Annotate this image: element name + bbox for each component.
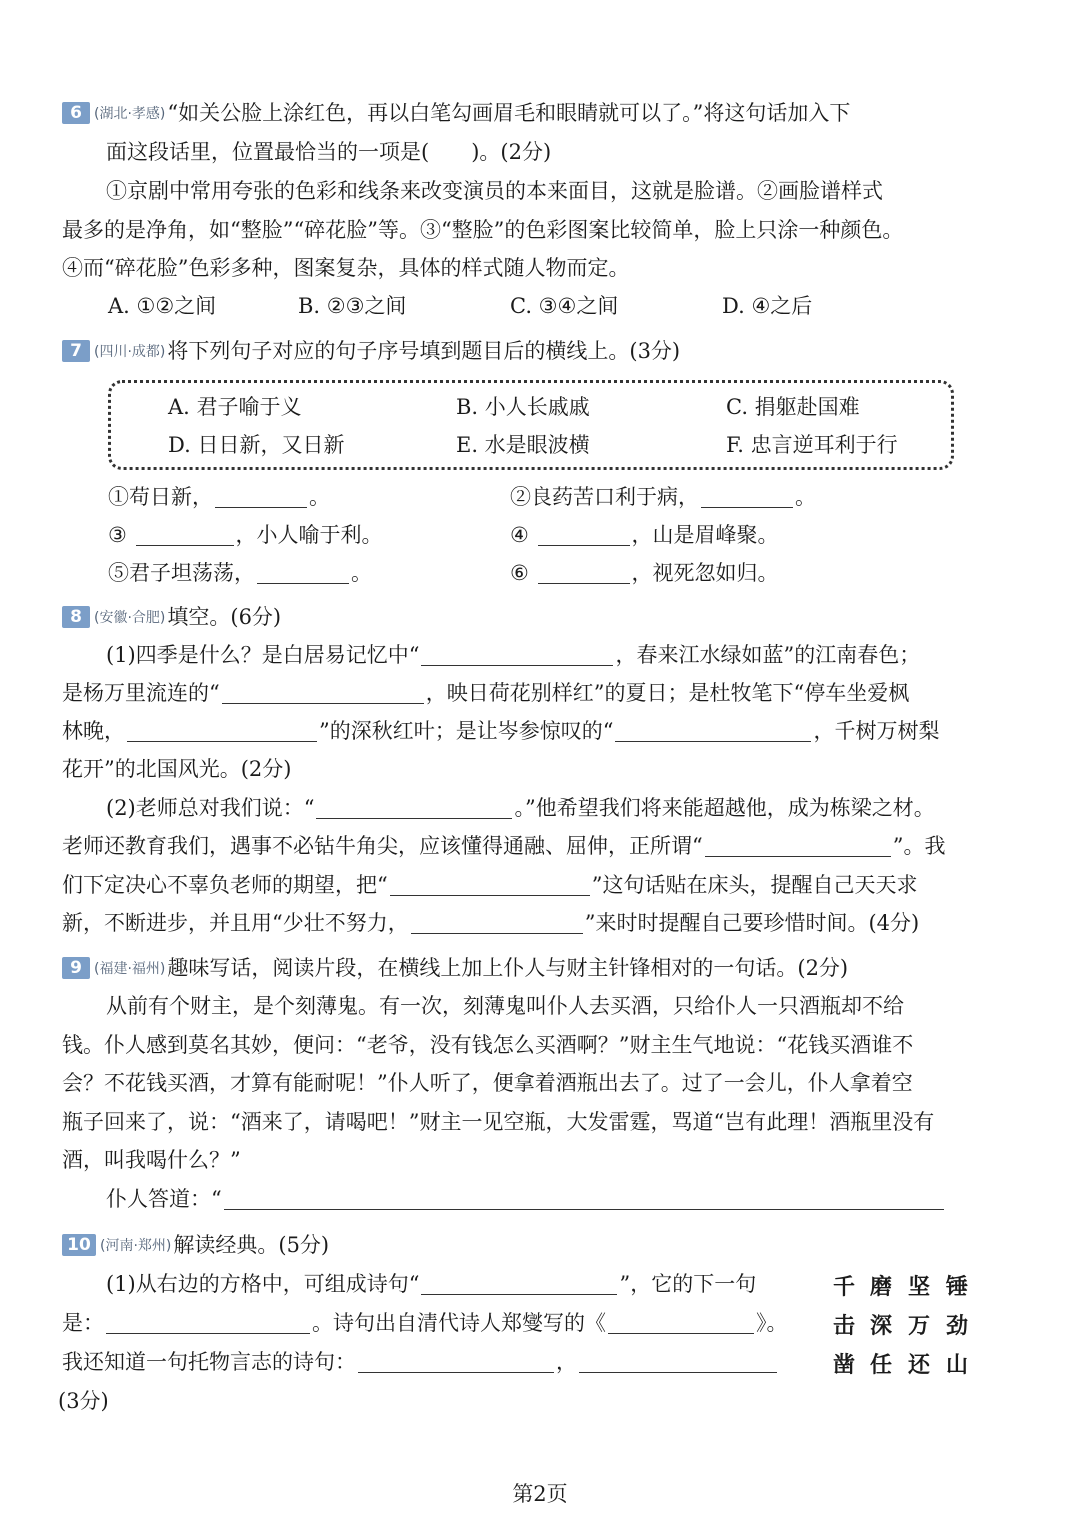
q9-passage-line2: 钱。仆人感到莫名其妙，便问：“老爷，没有钱怎么买酒啊？”财主生气地说：“花钱买酒谁不 (62, 1033, 914, 1057)
q9-answer-blank[interactable] (224, 1187, 944, 1210)
q10-stem (62, 1230, 980, 1261)
q8-blank-5[interactable] (316, 796, 512, 819)
q10-l1-text-b: ”，它的下一句 (619, 1272, 757, 1296)
q10-blank-3[interactable] (608, 1311, 754, 1334)
q7-box-f: F. 忠言逆耳利于行 (726, 433, 898, 457)
grid-char-r1c3: 坚 (907, 1274, 930, 1300)
grid-char-r2c2: 深 (869, 1313, 892, 1339)
q8-l6-text-a: 老师还教育我们，遇事不必钻牛角尖，应该懂得通融、屈伸，正所谓“ (62, 834, 703, 858)
q8-blank-1[interactable] (421, 643, 613, 666)
q7-item-3 (108, 520, 383, 550)
q8-l8-text-b: ”来时时提醒自己要珍惜时间。(4分) (584, 911, 920, 935)
q7-item-6-blank[interactable] (538, 561, 630, 584)
q8-line6 (62, 831, 980, 861)
grid-char-r2c4: 劲 (945, 1313, 968, 1339)
q7-item-5-post: 。 (351, 561, 372, 585)
q7-item-3-pre: ③ (108, 523, 134, 547)
q7-item-6 (510, 558, 779, 588)
q8-blank-2[interactable] (222, 681, 424, 704)
q7-item-3-post: ，小人喻于利。 (235, 523, 383, 547)
q10-number: 10 (62, 1234, 96, 1256)
q8-l6-text-b: ”。我 (892, 834, 946, 858)
q7-item-5-pre: ⑤君子坦荡荡， (108, 561, 255, 585)
q10-l2-text-a: 是： (62, 1311, 104, 1335)
q6-option-b: B. ②③之间 (298, 294, 407, 318)
q7-source: (四川·成都) (94, 344, 166, 360)
q7-box-d: D. 日日新，又日新 (168, 433, 345, 457)
q9-stem-text: 趣味写话，阅读片段，在横线上加上仆人与财主针锋相对的一句话。(2分) (167, 956, 849, 980)
q6-source: (湖北·孝感) (94, 106, 166, 122)
q6-stem-line2: 面这段话里，位置最恰当的一项是( )。(2分) (106, 140, 552, 164)
q6-number: 6 (62, 102, 90, 124)
q10-l1-text-a: (1)从右边的方格中，可组成诗句“ (106, 1272, 420, 1296)
grid-char-r2c1: 击 (832, 1313, 855, 1339)
q9-stem (62, 953, 980, 984)
q7-item-6-post: ，视死忽如归。 (631, 561, 779, 585)
q7-box-a: A. 君子喻于义 (168, 395, 302, 419)
q6-passage-line2: 最多的是净角，如“整脸”“碎花脸”等。③“整脸”的色彩图案比较简单，脸上只涂一种颜色。 (62, 218, 904, 242)
q7-number: 7 (62, 340, 90, 362)
q6-option-d: D. ④之后 (722, 294, 813, 318)
q8-l7-text-b: ”这句话贴在床头，提醒自己天天求 (591, 873, 918, 897)
q10-l3-text-a: 我还知道一句托物言志的诗句： (62, 1350, 356, 1374)
q7-box-b: B. 小人长戚戚 (456, 395, 590, 419)
q8-blank-3[interactable] (127, 719, 317, 742)
q10-l2-text-c: 》。 (756, 1311, 788, 1335)
q9-answer-label: 仆人答道：“ (106, 1187, 222, 1211)
q8-l2-text-b: ，映日荷花别样红”的夏日；是杜牧笔下“停车坐爱枫 (425, 681, 910, 705)
q7-item-1-blank[interactable] (215, 485, 307, 508)
q6-option-a: A. ①②之间 (108, 294, 217, 318)
q7-item-5 (108, 558, 372, 588)
q8-stem (62, 602, 980, 633)
q8-l8-text-a: 新，不断进步，并且用“少壮不努力， (62, 911, 409, 935)
q7-item-4-pre: ④ (510, 523, 536, 547)
q7-stem-text: 将下列句子对应的句子序号填到题目后的横线上。(3分) (167, 339, 681, 363)
q8-l1-text-a: (1)四季是什么？是白居易记忆中“ (106, 643, 420, 667)
q8-line1 (106, 640, 980, 670)
q8-line7 (62, 870, 980, 900)
grid-char-r3c3: 还 (907, 1352, 930, 1378)
q8-line4: 花开”的北国风光。(2分) (62, 757, 292, 781)
q7-item-1 (108, 482, 330, 512)
q8-blank-6[interactable] (705, 834, 891, 857)
q7-item-3-blank[interactable] (136, 523, 234, 546)
q8-l5-text-b: 。”他希望我们将来能超越他，成为栋梁之材。 (514, 796, 935, 820)
q10-blank-4[interactable] (358, 1350, 554, 1373)
q9-source: (福建·福州) (94, 961, 166, 977)
q9-answer-line (106, 1184, 980, 1214)
q6-option-c: C. ③④之间 (510, 294, 619, 318)
q10-line4: (3分) (58, 1389, 109, 1413)
q7-stem (62, 336, 980, 367)
q9-passage-line1: 从前有个财主，是个刻薄鬼。有一次，刻薄鬼叫仆人去买酒，只给仆人一只酒瓶却不给 (106, 994, 904, 1018)
q10-blank-5[interactable] (579, 1350, 777, 1373)
q10-blank-2[interactable] (106, 1311, 310, 1334)
q8-source: (安徽·合肥) (94, 610, 166, 626)
q6-stem-text: “如关公脸上涂红色，再以白笔勾画眉毛和眼睛就可以了。”将这句话加入下 (167, 101, 851, 125)
q6-passage-line3: ④而“碎花脸”色彩多种，图案复杂，具体的样式随人物而定。 (62, 256, 630, 280)
q7-item-2 (510, 482, 816, 512)
q8-l2-text-a: 是杨万里流连的“ (62, 681, 220, 705)
q7-item-5-blank[interactable] (257, 561, 349, 584)
q8-line2 (62, 678, 980, 708)
q8-l3-text-b: ”的深秋红叶；是让岑参惊叹的“ (319, 719, 614, 743)
grid-char-r3c1: 凿 (832, 1352, 855, 1378)
q7-item-6-pre: ⑥ (510, 561, 536, 585)
grid-char-r3c4: 山 (945, 1352, 968, 1378)
q7-item-4-blank[interactable] (538, 523, 630, 546)
q7-box-e: E. 水是眼波横 (456, 433, 590, 457)
q10-stem-text: 解读经典。(5分) (173, 1233, 330, 1257)
q10-l3-text-b: ， (556, 1350, 577, 1374)
q8-blank-8[interactable] (411, 911, 583, 934)
grid-char-r2c3: 万 (907, 1313, 930, 1339)
grid-char-r3c2: 任 (869, 1352, 892, 1378)
q8-l5-text-a: (2)老师总对我们说：“ (106, 796, 315, 820)
q7-item-2-blank[interactable] (701, 485, 793, 508)
grid-char-r1c1: 千 (832, 1274, 855, 1300)
q6-passage-line1: ①京剧中常用夸张的色彩和线条来改变演员的本来面目，这就是脸谱。②画脸谱样式 (106, 179, 883, 203)
q8-line3 (62, 716, 980, 746)
page-number: 第2页 (512, 1482, 568, 1506)
q9-passage-line4: 瓶子回来了，说：“酒来了，请喝吧！”财主一见空瓶，大发雷霆，骂道“岂有此理！酒瓶里没有 (62, 1110, 935, 1134)
q9-number: 9 (62, 957, 90, 979)
q8-line5 (106, 793, 980, 823)
q10-blank-1[interactable] (421, 1272, 617, 1295)
q7-item-1-post: 。 (309, 485, 330, 509)
q6-stem-line1 (62, 98, 980, 129)
q10-source: (河南·郑州) (100, 1238, 172, 1254)
q7-item-4 (510, 520, 779, 550)
q8-l3-text-a: 林晚， (62, 719, 125, 743)
q7-item-2-post: 。 (795, 485, 816, 509)
q9-passage-line3: 会？不花钱买酒，才算有能耐呢！”仆人听了，便拿着酒瓶出去了。过了一会儿，仆人拿着空 (62, 1071, 913, 1095)
q10-l2-text-b: 。诗句出自清代诗人郑燮写的《 (312, 1311, 606, 1335)
grid-char-r1c2: 磨 (869, 1274, 892, 1300)
q8-line8 (62, 908, 980, 938)
q8-number: 8 (62, 606, 90, 628)
q8-stem-text: 填空。(6分) (167, 605, 282, 629)
q8-blank-7[interactable] (390, 873, 590, 896)
q9-passage-line5: 酒，叫我喝什么？” (62, 1148, 241, 1172)
q8-l1-text-b: ，春来江水绿如蓝”的江南春色； (615, 643, 921, 667)
q8-l7-text-a: 们下定决心不辜负老师的期望，把“ (62, 873, 388, 897)
q8-blank-4[interactable] (615, 719, 811, 742)
q7-item-1-pre: ①苟日新， (108, 485, 213, 509)
q7-box-c: C. 捐躯赴国难 (726, 395, 860, 419)
q7-item-2-pre: ②良药苦口利于病， (510, 485, 699, 509)
grid-char-r1c4: 锤 (945, 1274, 968, 1300)
q8-l3-text-c: ，千树万树梨 (813, 719, 940, 743)
q7-item-4-post: ，山是眉峰聚。 (631, 523, 779, 547)
